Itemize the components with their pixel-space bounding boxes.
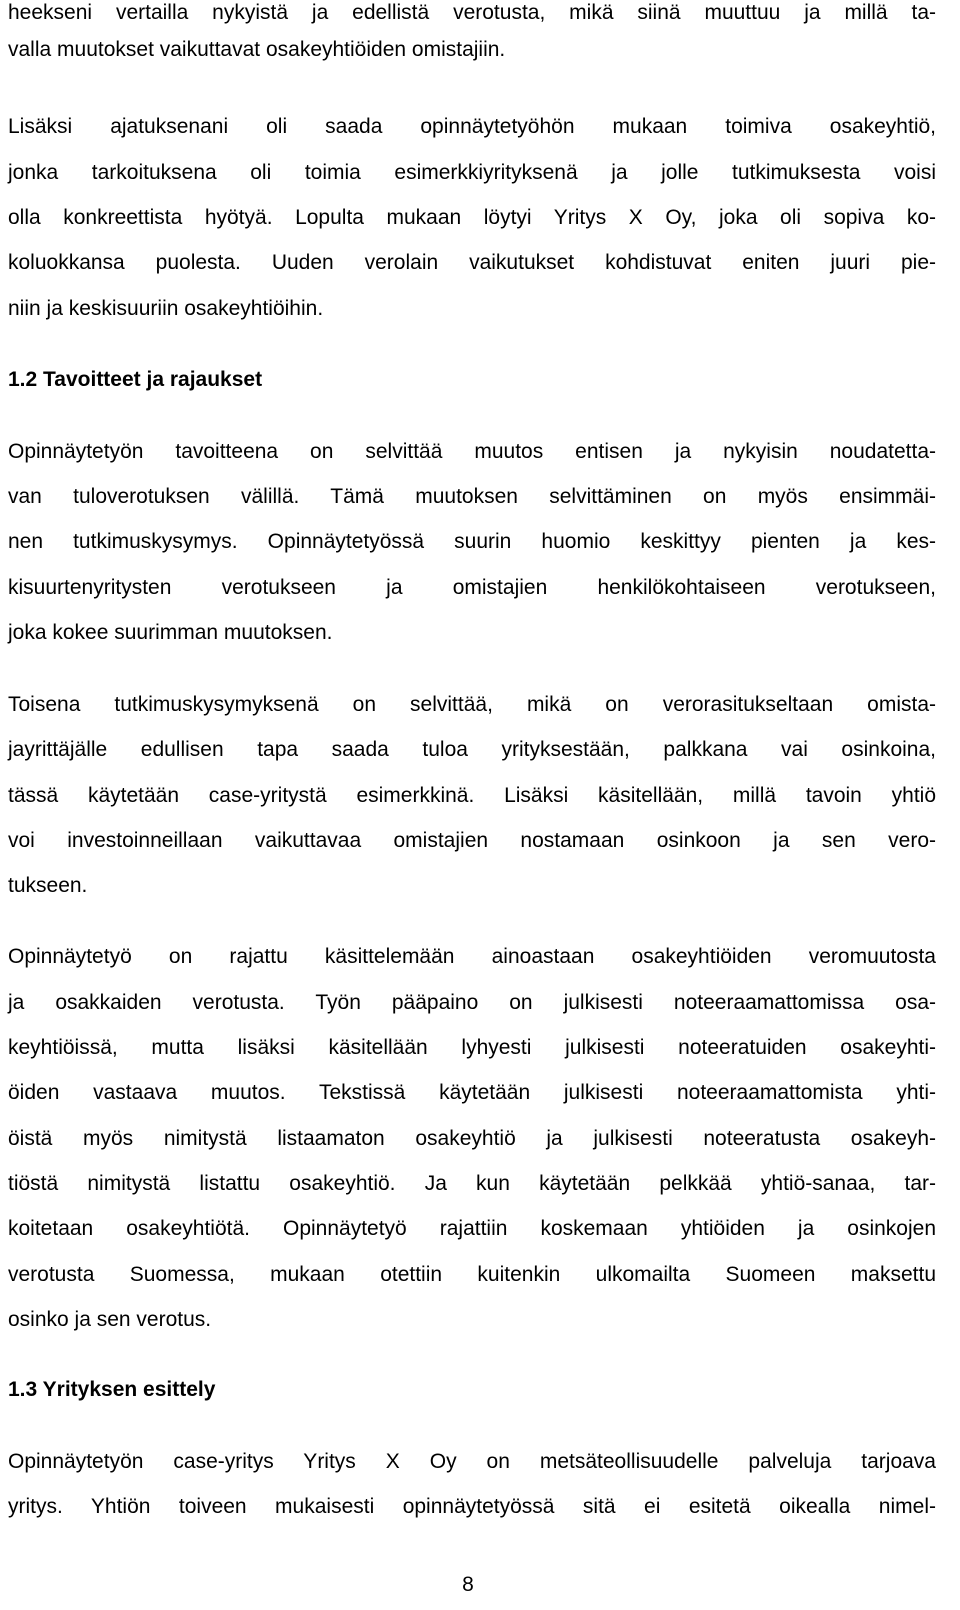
text-line: olla konkreettista hyötyä. Lopulta mukaan löytyi Yritys X Oy, joka oli sopiva ko- [8, 206, 936, 229]
text-line: tässä käytetään case-yritystä esimerkkinä. Lisäksi käsitellään, millä tavoin yhtiö [8, 784, 936, 807]
text-line: Lisäksi ajatuksenani oli saada opinnäytetyöhön mukaan toimiva osakeyhtiö, [8, 115, 936, 138]
text-line: van tuloverotuksen välillä. Tämä muutoksen selvittäminen on myös ensimmäi- [8, 485, 936, 508]
text-line: Opinnäytetyön tavoitteena on selvittää muutos entisen ja nykyisin noudatetta- [8, 440, 936, 463]
text-line: heekseni vertailla nykyistä ja edellistä verotusta, mikä siinä muuttuu ja millä ta- [8, 1, 936, 24]
text-line: jayrittäjälle edullisen tapa saada tuloa yrityksestään, palkkana vai osinkoina, [8, 738, 936, 761]
text-line: koluokkansa puolesta. Uuden verolain vaikutukset kohdistuvat eniten juuri pie- [8, 251, 936, 274]
text-line: keyhtiöissä, mutta lisäksi käsitellään lyhyesti julkisesti noteeratuiden osakeyhti- [8, 1036, 936, 1059]
text-line: kisuurtenyritysten verotukseen ja omistajien henkilökohtaiseen verotukseen, [8, 576, 936, 599]
text-line: tukseen. [8, 874, 88, 897]
text-line: voi investoinneillaan vaikuttavaa omistajien nostamaan osinkoon ja sen vero- [8, 829, 936, 852]
text-line: niin ja keskisuuriin osakeyhtiöihin. [8, 297, 324, 320]
text-line: jonka tarkoituksena oli toimia esimerkkiyrityksenä ja jolle tutkimuksesta voisi [8, 161, 936, 184]
section-heading: 1.2 Tavoitteet ja rajaukset [8, 368, 263, 391]
text-line: tiöstä nimitystä listattu osakeyhtiö. Ja kun käytetään pelkkää yhtiö-sanaa, tar- [8, 1172, 936, 1195]
text-line: öiden vastaava muutos. Tekstissä käytetään julkisesti noteeraamattomista yhti- [8, 1081, 936, 1104]
text-line: ja osakkaiden verotusta. Työn pääpaino on julkisesti noteeraamattomissa osa- [8, 991, 936, 1014]
page-number: 8 [462, 1573, 474, 1596]
text-line: Opinnäytetyön case-yritys Yritys X Oy on metsäteollisuudelle palveluja tarjoava [8, 1450, 936, 1473]
text-line: joka kokee suurimman muutoksen. [8, 621, 333, 644]
text-line: osinko ja sen verotus. [8, 1308, 212, 1331]
text-line: koitetaan osakeyhtiötä. Opinnäytetyö rajattiin koskemaan yhtiöiden ja osinkojen [8, 1217, 936, 1240]
text-line: öistä myös nimitystä listaamaton osakeyhtiö ja julkisesti noteeratusta osakeyh- [8, 1127, 936, 1150]
text-line: valla muutokset vaikuttavat osakeyhtiöiden omistajiin. [8, 38, 506, 61]
text-line: verotusta Suomessa, mukaan otettiin kuitenkin ulkomailta Suomeen maksettu [8, 1263, 936, 1286]
text-line: Opinnäytetyö on rajattu käsittelemään ainoastaan osakeyhtiöiden veromuutosta [8, 945, 936, 968]
text-line: nen tutkimuskysymys. Opinnäytetyössä suurin huomio keskittyy pienten ja kes- [8, 530, 936, 553]
text-line: Toisena tutkimuskysymyksenä on selvittää, mikä on verorasitukseltaan omista- [8, 693, 936, 716]
text-line: yritys. Yhtiön toiveen mukaisesti opinnäytetyössä sitä ei esitetä oikealla nimel- [8, 1495, 936, 1518]
section-heading: 1.3 Yrityksen esittely [8, 1378, 216, 1401]
